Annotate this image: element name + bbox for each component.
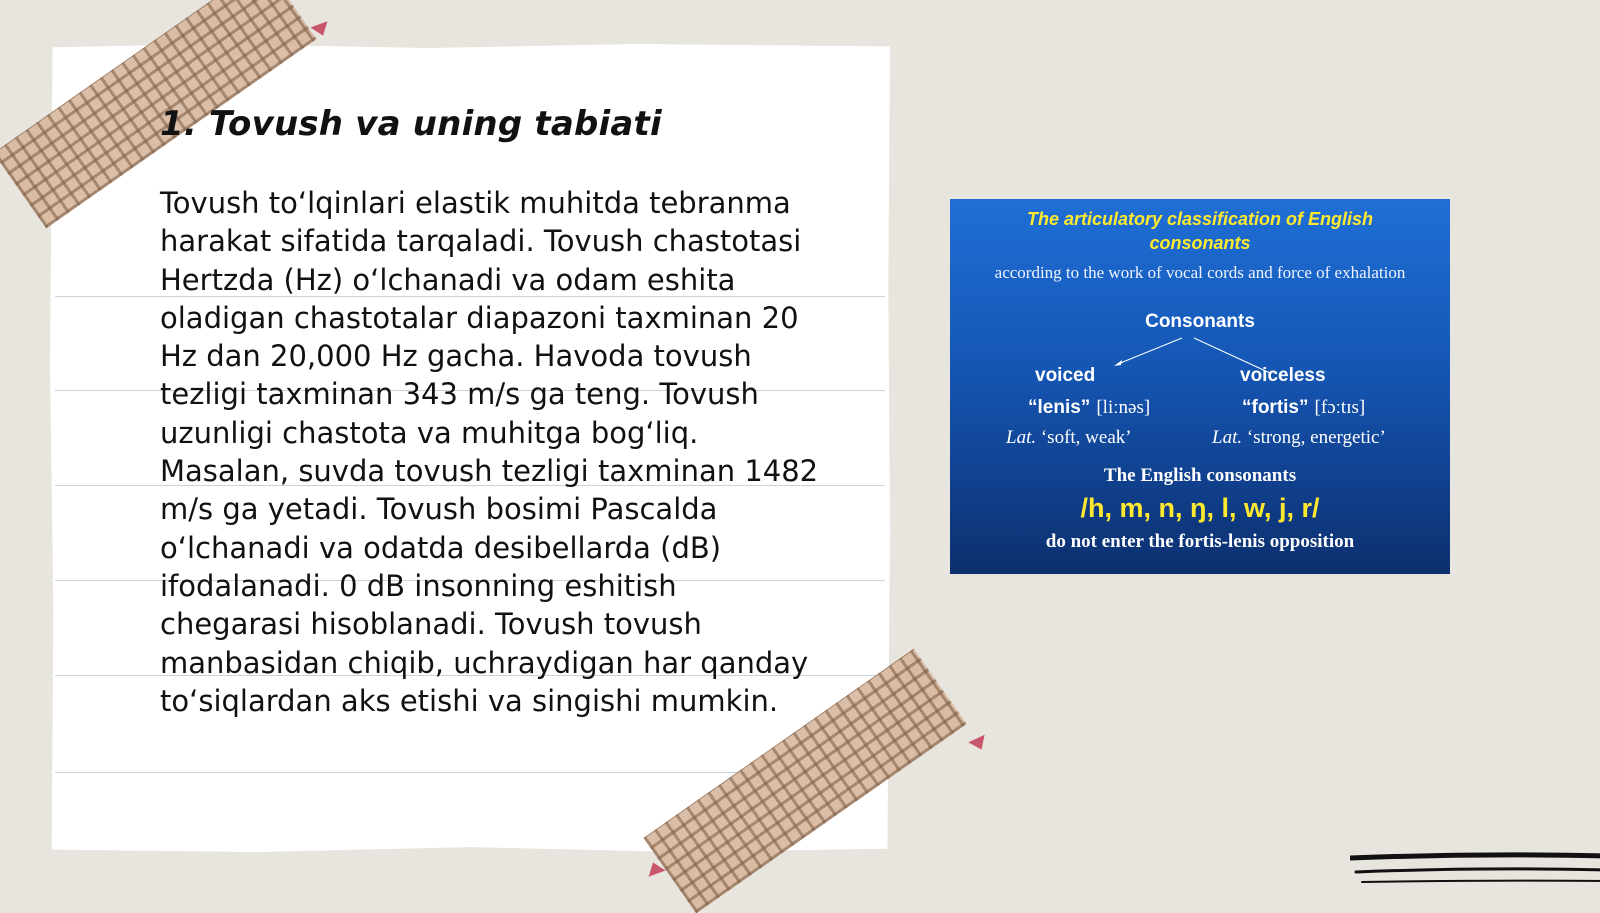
fortis-lat-abbr: Lat. — [1212, 427, 1243, 448]
image-subtitle: according to the work of vocal cords and force of exhalation — [994, 263, 1406, 282]
slide-heading: 1. Tovush va uning tabiati — [160, 104, 662, 144]
lenis-lat-abbr: Lat. — [1006, 427, 1037, 448]
fortis-latin-row — [1212, 427, 1386, 449]
image-title: The articulatory classification of English consonants — [1026, 209, 1374, 253]
english-consonants-label: The English consonants — [1103, 465, 1297, 486]
decorative-brush-lines — [1350, 850, 1600, 890]
fortis-row — [1242, 396, 1365, 419]
consonants-root-label: Consonants — [1145, 311, 1255, 332]
pin-icon — [310, 21, 331, 38]
pin-icon — [968, 735, 989, 753]
fortis-meaning: ‘strong, energetic’ — [1246, 427, 1386, 448]
voiceless-label: voiceless — [1240, 365, 1326, 386]
lenis-transcription: [liːnəs] — [1096, 397, 1151, 418]
phoneme-list: /h, m, n, ŋ, l, w, j, r/ — [1080, 493, 1320, 523]
tree-branch-lines — [950, 199, 1450, 399]
fortis-transcription: [fɔːtɪs] — [1314, 397, 1366, 418]
lenis-meaning: ‘soft, weak’ — [1040, 427, 1132, 448]
lenis-term: “lenis” — [1028, 397, 1091, 418]
voiced-label: voiced — [1035, 365, 1096, 386]
lenis-latin-row — [1006, 427, 1132, 449]
consonant-classification-image — [950, 199, 1450, 574]
fortis-term: “fortis” — [1242, 397, 1309, 418]
opposition-note: do not enter the fortis-lenis opposition — [1045, 531, 1355, 552]
body-paragraph: Tovush toʻlqinlari elastik muhitda tebranma harakat sifatida tarqaladi. Tovush chastotasi Hertzda (Hz) oʻlchanadi va odam eshita oladigan chastotalar diapazoni taxminan 20 Hz dan 20,000 Hz gacha. Havoda tovush tezligi taxminan 343 m/s ga teng. Tovush uzunligi chastota va muhitga bogʻliq. Masalan, suvda tovush tezligi taxminan 1482 m/s ga yetadi. Tovush bosimi Pascalda oʻlchanadi va odatda desibellarda (dB) ifodalanadi. 0 dB insonning eshitish chegarasi hisoblanadi. Tovush tovush manbasidan chiqib, uchraydigan har qanday toʻsiqlardan aks etishi va singishi mumkin. — [160, 186, 819, 718]
lenis-row — [1028, 396, 1150, 419]
pin-icon — [644, 859, 665, 876]
